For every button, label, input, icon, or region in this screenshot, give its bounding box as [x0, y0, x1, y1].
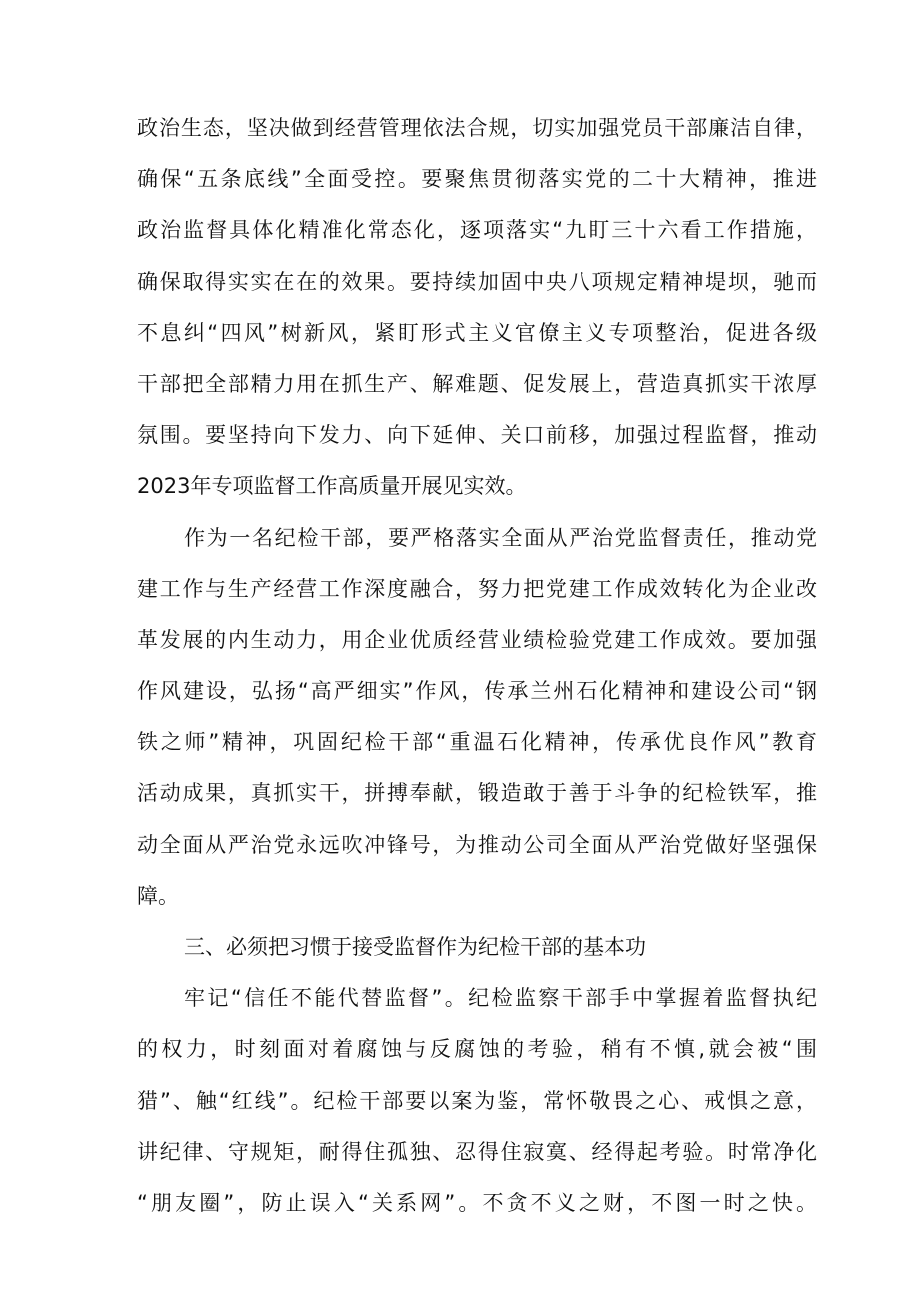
text-line: 氛围。要坚持向下发力、向下延伸、关口前移，加强过程监督，推动: [137, 423, 817, 448]
text-line: 建工作与生产经营工作深度融合，努力把党建工作成效转化为企业改: [137, 576, 817, 601]
text-line: 作为一名纪检干部，要严格落实全面从严治党监督责任，推动党: [184, 525, 817, 550]
text-line: 确保取得实实在在的效果。要持续加固中央八项规定精神堤坝，驰而: [137, 269, 817, 294]
text-line: 活动成果，真抓实干，拼搏奉献，锻造敢于善于斗争的纪检铁军，推: [137, 781, 817, 806]
document-body: [137, 103, 817, 1229]
text-line: 猎”、触“红线”。纪检干部要以案为鉴，常怀敬畏之心、戒惧之意，: [137, 1088, 817, 1113]
text-line: 牢记“信任不能代替监督”。纪检监察干部手中掌握着监督执纪: [184, 986, 817, 1011]
text-line: 革发展的内生动力，用企业优质经营业绩检验党建工作成效。要加强: [137, 627, 817, 652]
paragraph-2: [137, 513, 817, 923]
text-line: 2023年专项监督工作高质量开展见实效。: [137, 474, 527, 499]
text-line: “朋友圈”，防止误入“关系网”。不贪不义之财，不图一时之快。: [137, 1190, 817, 1215]
text-line: 的权力，时刻面对着腐蚀与反腐蚀的考验，稍有不慎,就会被“围: [137, 1037, 817, 1062]
text-line: 政治生态，坚决做到经营管理依法合规，切实加强党员干部廉洁自律，: [137, 116, 817, 140]
section-heading-text: 三、必须把习惯于接受监督作为纪检干部的基本功: [184, 935, 646, 959]
text-line: 障。: [137, 883, 179, 908]
text-line: 动全面从严治党永远吹冲锋号，为推动公司全面从严治党做好坚强保: [137, 832, 817, 857]
text-line: 讲纪律、守规矩，耐得住孤独、忍得住寂寞、经得起考验。时常净化: [137, 1139, 817, 1164]
paragraph-3: [137, 973, 817, 1229]
text-line: 干部把全部精力用在抓生产、解难题、促发展上，营造真抓实干浓厚: [137, 371, 817, 396]
text-line: 作风建设，弘扬“高严细实”作风，传承兰州石化精神和建设公司“钢: [137, 679, 817, 704]
text-line: 政治监督具体化精准化常态化，逐项落实“九盯三十六看工作措施，: [137, 218, 817, 243]
text-line: 不息纠“四风”树新风，紧盯形式主义官僚主义专项整治，促进各级: [137, 320, 817, 345]
paragraph-1: [137, 103, 817, 513]
section-heading: [137, 922, 817, 973]
text-line: 确保“五条底线”全面受控。要聚焦贯彻落实党的二十大精神，推进: [137, 167, 817, 192]
text-line: 铁之师”精神，巩固纪检干部“重温石化精神，传承优良作风”教育: [137, 730, 817, 755]
